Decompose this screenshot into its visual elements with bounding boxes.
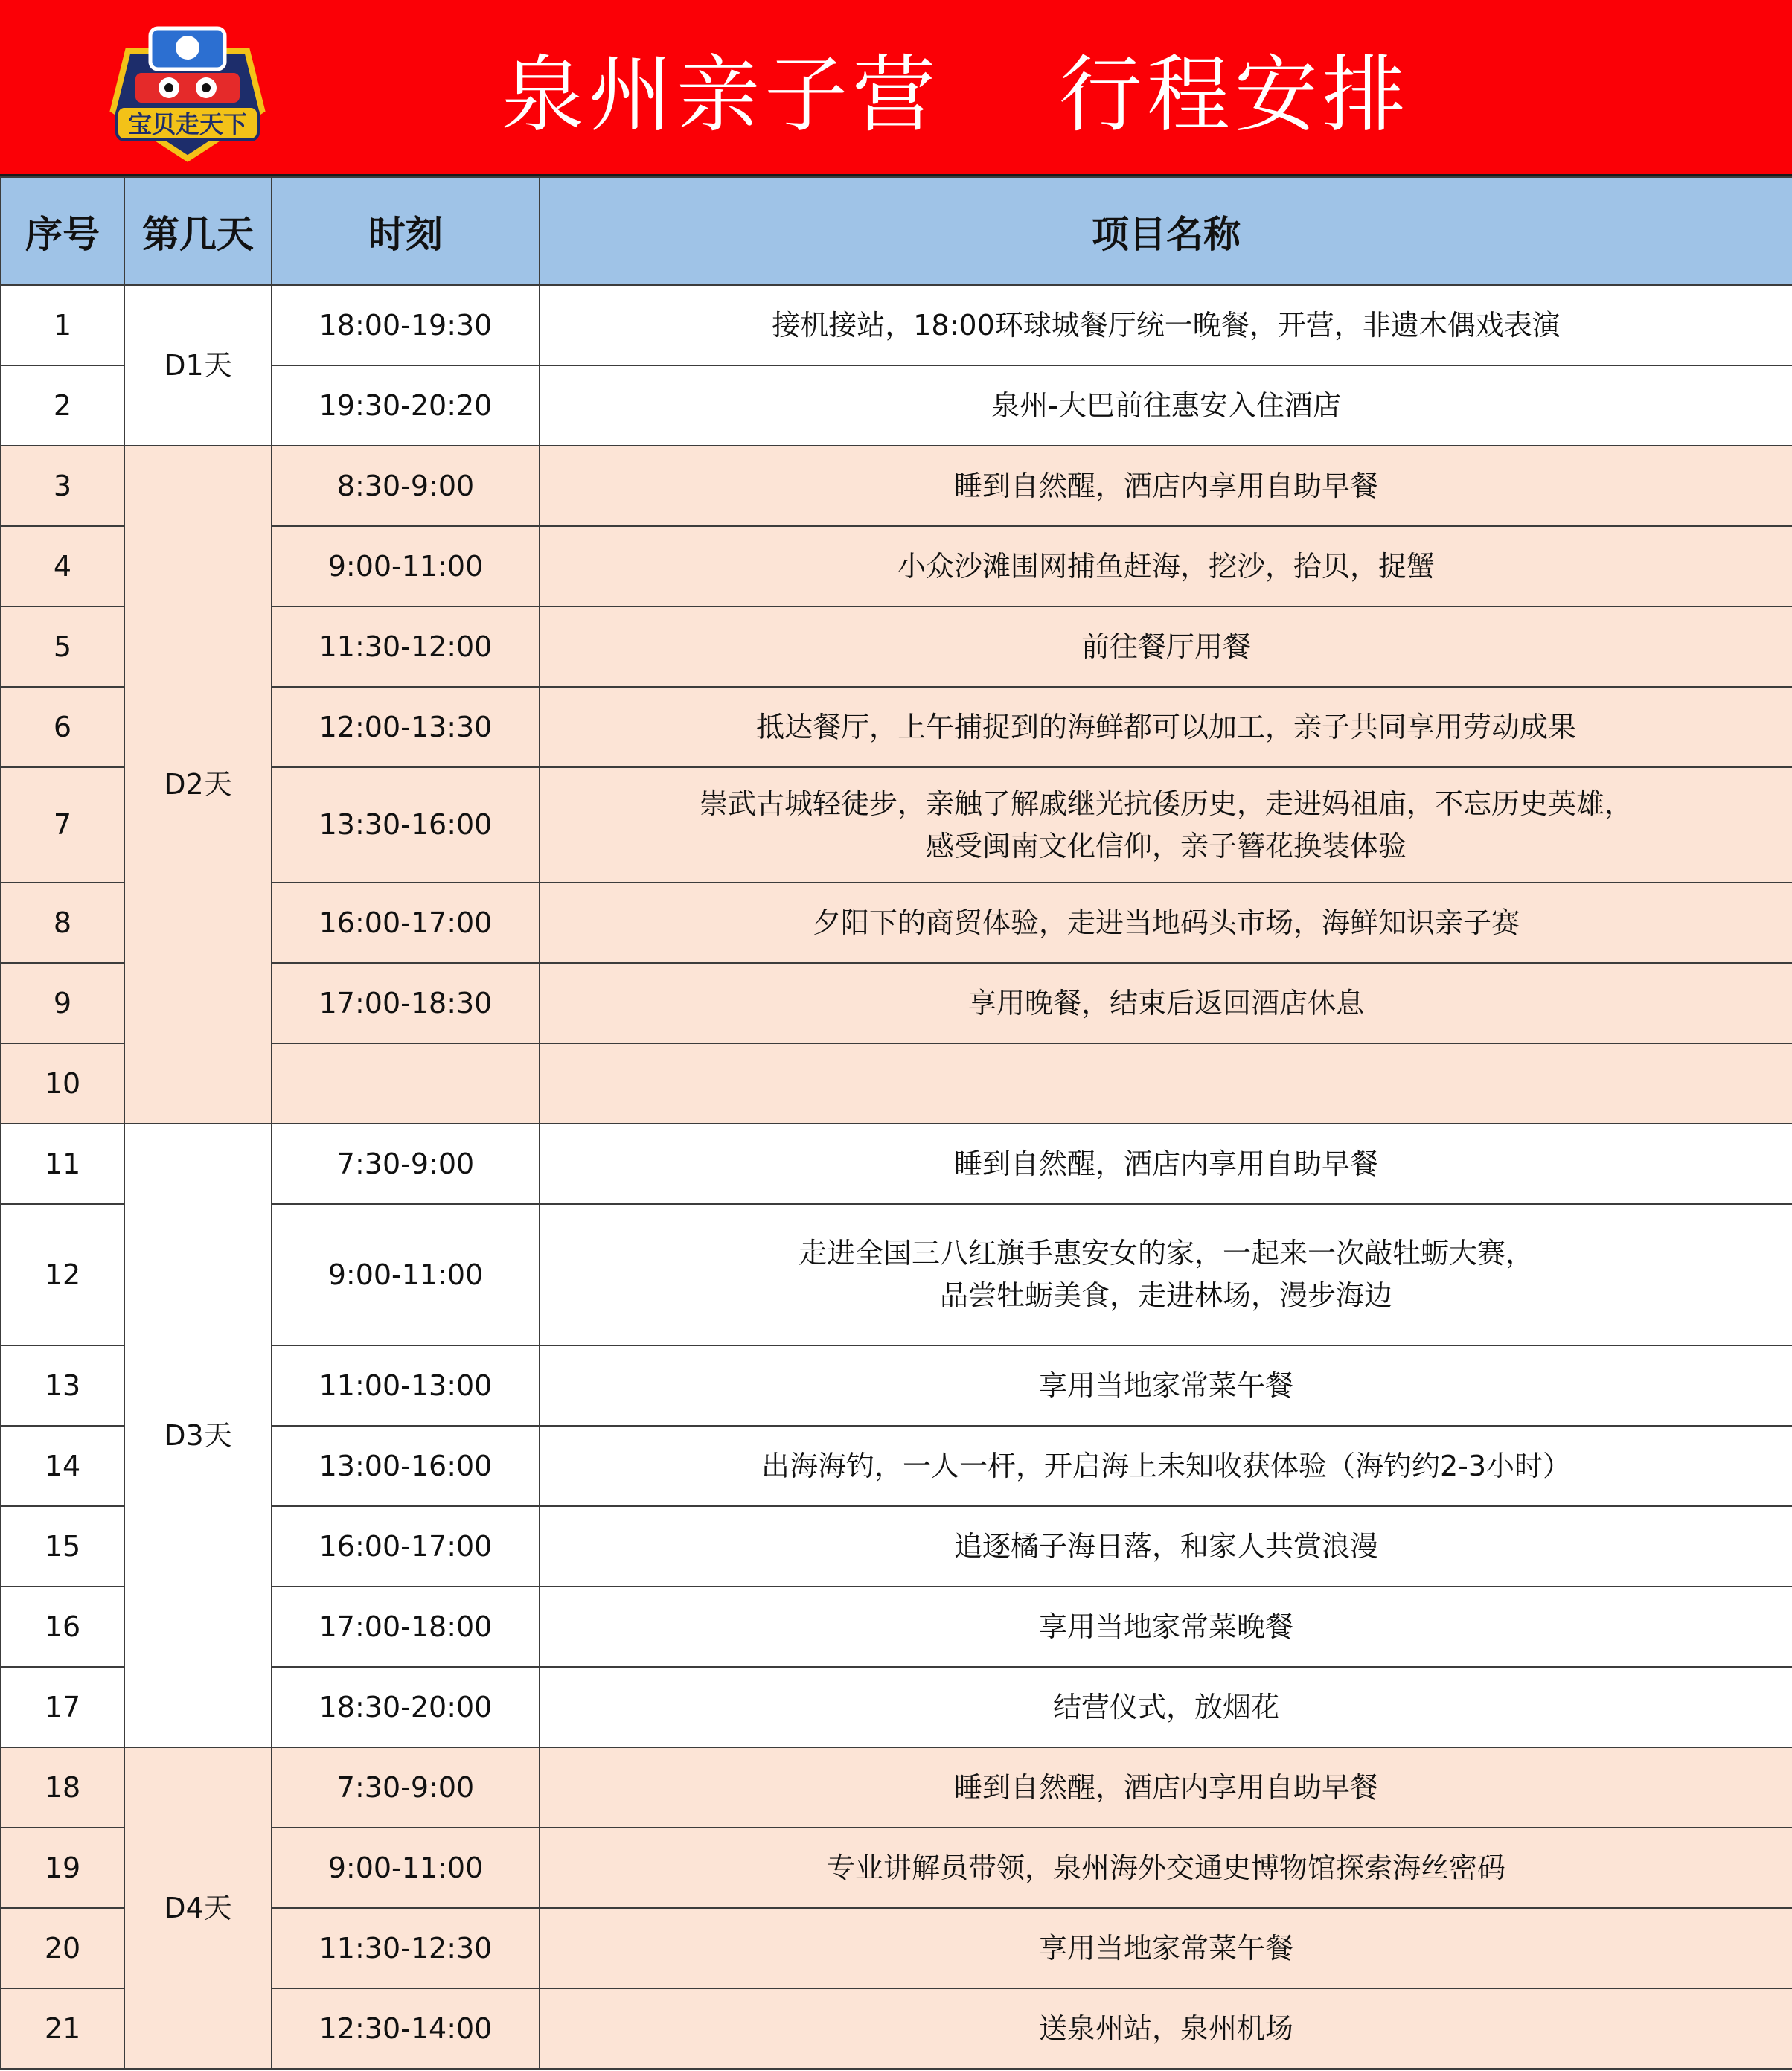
row-item: 享用当地家常菜午餐	[540, 1908, 1792, 1988]
row-seq: 7	[1, 767, 124, 883]
row-seq: 10	[1, 1043, 124, 1124]
row-seq: 9	[1, 963, 124, 1043]
row-time: 18:30-20:00	[272, 1667, 540, 1747]
table-row	[1, 1124, 1792, 1204]
row-time	[272, 1043, 540, 1124]
row-item: 泉州-大巴前往惠安入住酒店	[540, 365, 1792, 446]
row-seq: 11	[1, 1124, 124, 1204]
row-time: 18:00-19:30	[272, 285, 540, 365]
row-item: 出海海钓，一人一杆，开启海上未知收获体验（海钓约2-3小时）	[540, 1426, 1792, 1506]
row-item: 前往餐厅用餐	[540, 606, 1792, 687]
row-seq: 21	[1, 1988, 124, 2069]
row-item: 享用晚餐，结束后返回酒店休息	[540, 963, 1792, 1043]
row-seq: 17	[1, 1667, 124, 1747]
row-time: 16:00-17:00	[272, 1506, 540, 1587]
row-seq: 4	[1, 526, 124, 606]
row-seq: 3	[1, 446, 124, 526]
row-item: 小众沙滩围网捕鱼赶海，挖沙，拾贝，捉蟹	[540, 526, 1792, 606]
row-time: 11:30-12:30	[272, 1908, 540, 1988]
day-label: D1天	[124, 285, 272, 446]
row-time: 13:00-16:00	[272, 1426, 540, 1506]
row-time: 16:00-17:00	[272, 883, 540, 963]
row-time: 12:00-13:30	[272, 687, 540, 767]
row-item: 追逐橘子海日落，和家人共赏浪漫	[540, 1506, 1792, 1587]
row-item: 接机接站，18:00环球城餐厅统一晚餐，开营，非遗木偶戏表演	[540, 285, 1792, 365]
row-time: 9:00-11:00	[272, 1204, 540, 1345]
logo-text: 宝贝走天下	[127, 110, 248, 138]
day-label: D3天	[124, 1124, 272, 1747]
row-item: 睡到自然醒，酒店内享用自助早餐	[540, 446, 1792, 526]
row-time: 17:00-18:30	[272, 963, 540, 1043]
day-label: D2天	[124, 446, 272, 1124]
row-seq: 5	[1, 606, 124, 687]
row-item: 结营仪式，放烟花	[540, 1667, 1792, 1747]
row-seq: 18	[1, 1747, 124, 1828]
row-item: 送泉州站，泉州机场	[540, 1988, 1792, 2069]
row-time: 12:30-14:00	[272, 1988, 540, 2069]
row-time: 17:00-18:00	[272, 1587, 540, 1667]
row-time: 11:30-12:00	[272, 606, 540, 687]
row-time: 9:00-11:00	[272, 526, 540, 606]
row-time: 13:30-16:00	[272, 767, 540, 883]
row-time: 19:30-20:20	[272, 365, 540, 446]
column-header-item: 项目名称	[540, 177, 1792, 285]
row-seq: 8	[1, 883, 124, 963]
row-item: 睡到自然醒，酒店内享用自助早餐	[540, 1124, 1792, 1204]
row-seq: 12	[1, 1204, 124, 1345]
schedule-table	[0, 176, 1792, 2070]
row-item	[540, 1043, 1792, 1124]
row-item: 享用当地家常菜晚餐	[540, 1587, 1792, 1667]
table-row	[1, 1747, 1792, 1828]
row-item: 专业讲解员带领，泉州海外交通史博物馆探索海丝密码	[540, 1828, 1792, 1908]
day-label: D4天	[124, 1747, 272, 2069]
row-time: 11:00-13:00	[272, 1345, 540, 1426]
row-item: 夕阳下的商贸体验，走进当地码头市场，海鲜知识亲子赛	[540, 883, 1792, 963]
row-seq: 1	[1, 285, 124, 365]
row-item: 走进全国三八红旗手惠安女的家，一起来一次敲牡蛎大赛， 品尝牡蛎美食，走进林场，漫步海边	[540, 1204, 1792, 1345]
column-header-time: 时刻	[272, 177, 540, 285]
row-seq: 19	[1, 1828, 124, 1908]
column-header-seq: 序号	[1, 177, 124, 285]
row-seq: 15	[1, 1506, 124, 1587]
row-time: 8:30-9:00	[272, 446, 540, 526]
table-row	[1, 446, 1792, 526]
row-seq: 14	[1, 1426, 124, 1506]
row-seq: 13	[1, 1345, 124, 1426]
table-header-row	[1, 177, 1792, 285]
row-item: 睡到自然醒，酒店内享用自助早餐	[540, 1747, 1792, 1828]
row-seq: 6	[1, 687, 124, 767]
column-header-day: 第几天	[124, 177, 272, 285]
page-title: 泉州亲子营 行程安排	[501, 47, 1410, 144]
row-time: 9:00-11:00	[272, 1828, 540, 1908]
row-item: 享用当地家常菜午餐	[540, 1345, 1792, 1426]
row-seq: 20	[1, 1908, 124, 1988]
row-item: 崇武古城轻徒步，亲触了解戚继光抗倭历史，走进妈祖庙，不忘历史英雄， 感受闽南文化信仰，亲子簪花换装体验	[540, 767, 1792, 883]
row-time: 7:30-9:00	[272, 1747, 540, 1828]
row-item: 抵达餐厅，上午捕捉到的海鲜都可以加工，亲子共同享用劳动成果	[540, 687, 1792, 767]
table-row	[1, 285, 1792, 365]
row-seq: 2	[1, 365, 124, 446]
row-seq: 16	[1, 1587, 124, 1667]
row-time: 7:30-9:00	[272, 1124, 540, 1204]
